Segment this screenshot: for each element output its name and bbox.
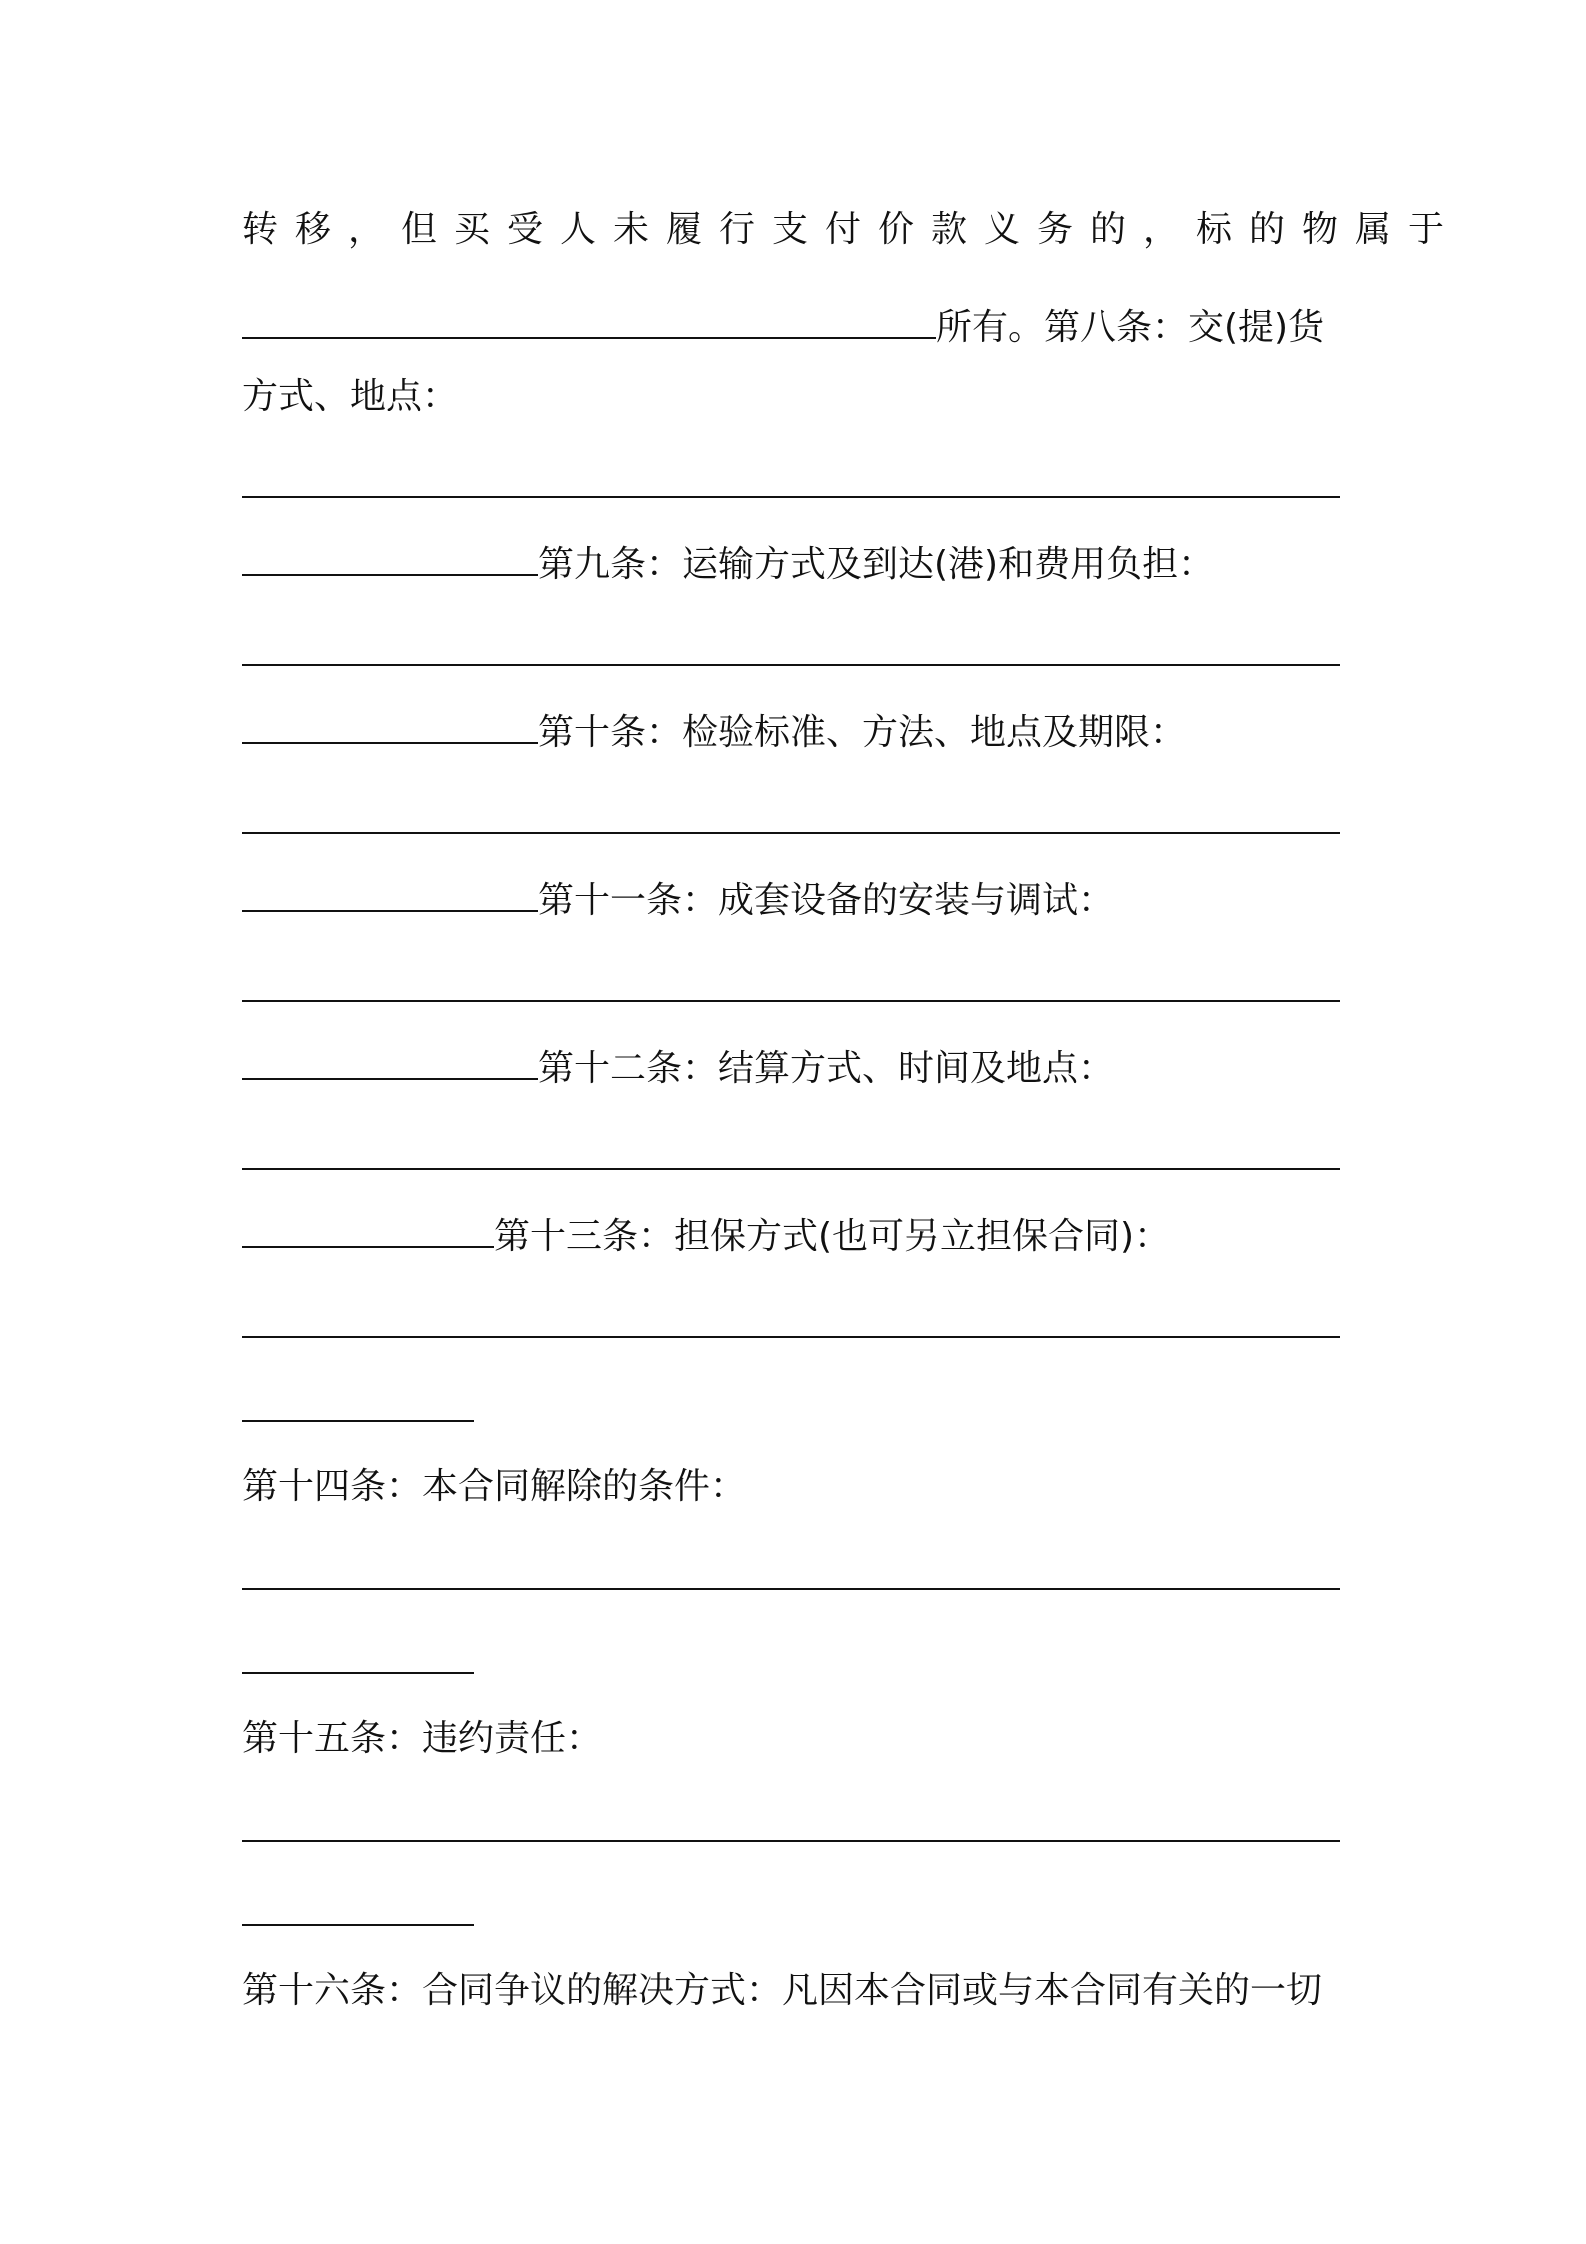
article-13-heading: 第十三条：担保方式(也可另立担保合同)： — [494, 1216, 1171, 1257]
article-16-heading: 第十六条：合同争议的解决方式：凡因本合同或与本合同有关的一切 — [242, 1970, 1323, 2011]
fill-in-blank[interactable] — [242, 712, 538, 744]
paragraph-line-3: 方式、地点： — [242, 376, 459, 417]
article-12-line — [242, 1044, 1114, 1094]
article-15-heading: 第十五条：违约责任： — [242, 1718, 603, 1759]
article-12-heading: 第十二条：结算方式、时间及地点： — [538, 1048, 1115, 1089]
fill-in-line[interactable] — [242, 832, 1340, 834]
fill-in-line[interactable] — [242, 1336, 1340, 1338]
article-14-heading: 第十四条：本合同解除的条件： — [242, 1466, 747, 1507]
article-10-line — [242, 708, 1186, 758]
article-13-line — [242, 1212, 1170, 1262]
fill-in-blank[interactable] — [242, 880, 538, 912]
article-10-heading: 第十条：检验标准、方法、地点及期限： — [538, 712, 1187, 753]
article-9-heading: 第九条：运输方式及到达(港)和费用负担： — [538, 544, 1215, 585]
fill-in-blank[interactable] — [242, 307, 936, 339]
fill-in-blank[interactable] — [242, 1216, 494, 1248]
fill-in-line[interactable] — [242, 1420, 474, 1422]
article-8-heading: 所有。第八条：交(提)货 — [936, 307, 1325, 348]
fill-in-line[interactable] — [242, 1672, 474, 1674]
fill-in-line[interactable] — [242, 1924, 474, 1926]
article-9-line — [242, 540, 1214, 590]
fill-in-line[interactable] — [242, 1840, 1340, 1842]
fill-in-line[interactable] — [242, 1000, 1340, 1002]
fill-in-blank[interactable] — [242, 544, 538, 576]
fill-in-blank[interactable] — [242, 1048, 538, 1080]
paragraph-line-1: 转移，但买受人未履行支付价款义务的，标的物属于 — [242, 209, 1462, 250]
fill-in-line[interactable] — [242, 1588, 1340, 1590]
fill-in-line[interactable] — [242, 664, 1340, 666]
article-11-line — [242, 876, 1114, 926]
fill-in-line[interactable] — [242, 1168, 1340, 1170]
paragraph-line-2 — [242, 303, 1324, 353]
fill-in-line[interactable] — [242, 496, 1340, 498]
article-11-heading: 第十一条：成套设备的安装与调试： — [538, 880, 1115, 921]
